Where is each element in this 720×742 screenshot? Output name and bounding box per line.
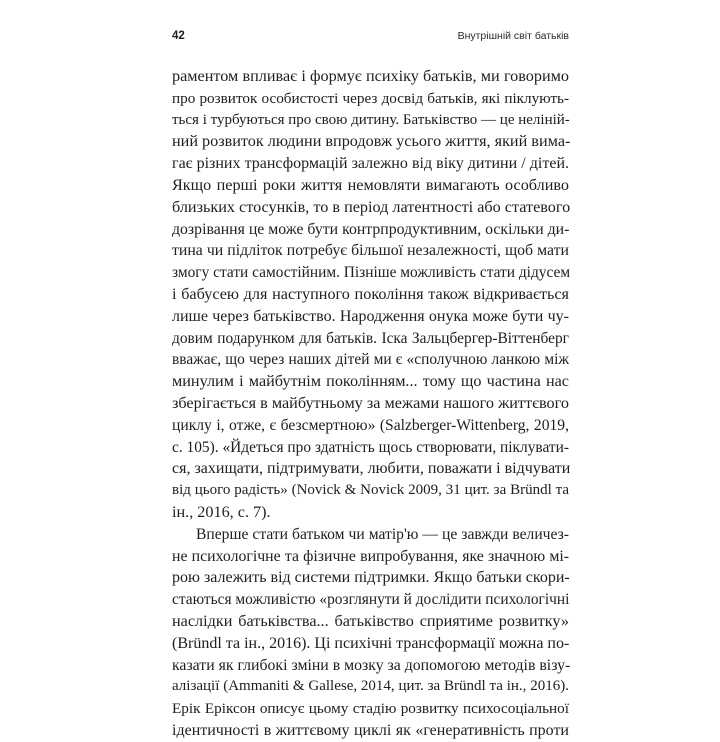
- body-text: [172, 66, 569, 742]
- text-line: стаються можливістю «розглянути й дослідити психологічні: [172, 591, 570, 609]
- text-line: рою залежить від системи підтримки. Якщо батьки скори-: [172, 569, 570, 587]
- paragraph-1: [172, 66, 569, 524]
- text-line: зберігається в майбутньому за межами нашого життєвого: [172, 393, 569, 412]
- page-header: [172, 30, 569, 46]
- text-line: ідентичності в життєвому циклі як «генеративність проти: [172, 721, 569, 739]
- text-line: Якщо перші роки життя немовляти вимагають особливо: [172, 175, 569, 194]
- text-line: алізації (Ammaniti & Gallese, 2014, цит. за Bründl та ін., 2016).: [172, 678, 569, 695]
- text-line: (Bründl та ін., 2016). Ці психічні трансформації можна по-: [172, 634, 570, 652]
- text-line: і бабусею для наступного покоління також відкривається: [172, 284, 569, 303]
- text-line: наслідки батьківства... батьківство сприятиме розвитку»: [172, 611, 569, 630]
- text-line: близьких стосунків, то в період латентності або статевого: [172, 197, 571, 216]
- text-line: Ерік Еріксон описує цьому стадію розвитку психосоціальної: [172, 700, 569, 718]
- text-line: Вперше стати батьком чи матір'ю — це завжди величез-: [196, 525, 569, 543]
- text-line: гає різних трансформацій залежно від віку дитини / дітей.: [172, 155, 569, 173]
- running-head: Внутрішній світ батьків: [457, 30, 569, 42]
- text-line: не психологічне та фізичне випробування, яке значною мі-: [172, 547, 569, 565]
- text-line: вважає, що через наших дітей ми є «сполучною ланкою між: [172, 351, 569, 369]
- text-line: ін., 2016, с. 7).: [172, 502, 271, 521]
- text-line: казати як глибокі зміни в мозку за допомогою методів візу-: [172, 656, 571, 674]
- text-line: довим подарунком для батьків. Іска Зальцбергер-Віттенберг: [172, 329, 569, 347]
- text-line: минулим і майбутнім поколінням... тому що частина нас: [172, 372, 569, 391]
- text-line: ся, захищати, підтримувати, любити, поважати і відчувати: [172, 460, 571, 478]
- paragraph-2: [172, 524, 569, 742]
- text-line: лише через батьківство. Народження онука може бути чу-: [172, 307, 569, 325]
- page-number: 42: [172, 30, 185, 42]
- text-line: тина чи підліток потребує більшої незалежності, щоб мати: [172, 242, 569, 260]
- text-line: ний розвиток людини впродовж усього життя, який вимa-: [172, 132, 571, 151]
- text-line: змогу стати самостійним. Пізніше можливість стати дідусем: [172, 264, 571, 282]
- text-line: ться і турбуються про свою дитину. Батьківство — це нелінiй-: [172, 111, 570, 128]
- text-line: дозрівання це може бути контрпродуктивним, оскільки ди-: [172, 220, 570, 238]
- text-line: с. 105). «Йдеться про здатність щось створювати, піклувати-: [172, 438, 569, 456]
- text-line: від цього радість» (Novick & Novick 2009, 31 цит. за Bründl та: [172, 482, 569, 499]
- text-line: раментом впливає і формує психіку батьків, ми говоримо: [172, 67, 569, 85]
- text-line: циклу і, отже, є безсмертною» (Salzberger-Wittenberg, 2019,: [172, 416, 569, 434]
- text-line: про розвиток особистості через досвід батьків, які піклують-: [172, 89, 569, 107]
